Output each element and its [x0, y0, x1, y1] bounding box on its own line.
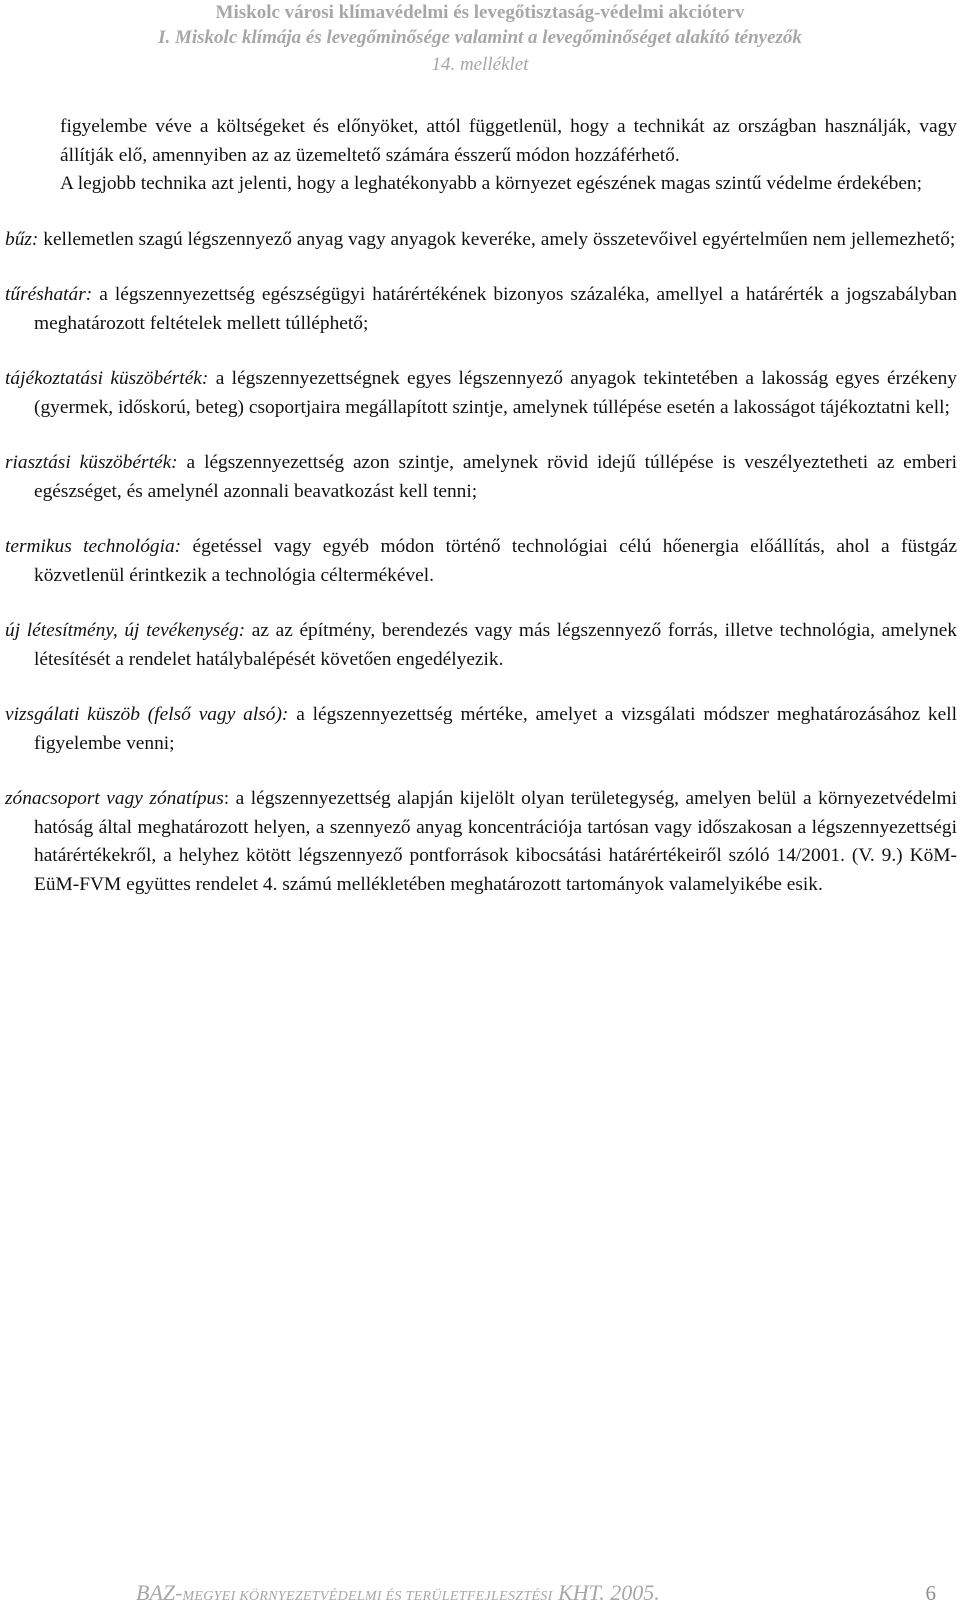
page-footer [136, 1582, 936, 1608]
definition-uj-letesitmeny [5, 617, 957, 674]
definition-riasztasi-kuszobertek [5, 449, 957, 506]
intro-paragraph-1: figyelembe véve a költségeket és előnyöket, attól függetlenül, hogy a technikát az országban használják, vagy állítják elő, amennyiben az az üzemeltető számára ésszerű módon hozzáférhető. [60, 116, 957, 166]
definition-buz [5, 226, 957, 255]
definition-termikus-technologia [5, 533, 957, 590]
definition-term: új létesítmény, új tevékenység: [5, 620, 246, 641]
header-annex: 14. melléklet [431, 54, 529, 75]
definition-text: : a légszennyezettség alapján kijelölt olyan területegység, amelyen belül a környezetvédelmi hatóság által meghatározott helyen, a szennyező anyag koncentrációja tartósan vagy időszakosan a légszennyezettségi határértékekről, a helyhez kötött légszennyező pontforrások kibocsátási határértékeiről szóló 14/2001. (V. 9.) KöM-EüM-FVM együttes rendelet 4. számú mellékletében meghatározott tartományok valamelyikébe esik. [34, 788, 957, 895]
definition-text: a légszennyezettség azon szintje, amelynek rövid idejű túllépése is veszélyeztetheti az emberi egészséget, és amelynél azonnali beavatkozást kell tenni; [34, 452, 957, 502]
definition-text: kellemetlen szagú légszennyező anyag vagy anyagok keveréke, amely összetevőivel egyértelműen nem jellemezhető; [38, 228, 956, 250]
document-body [5, 113, 957, 899]
intro-paragraph-2: A legjobb technika azt jelenti, hogy a leghatékonyabb a környezet egészének magas szintű védelme érdekében; [60, 173, 923, 194]
definition-vizsgalati-kuszob [5, 701, 957, 758]
definition-term: zónacsoport vagy zónatípus [5, 788, 224, 809]
definition-text: a légszennyezettség egészségügyi határértékének bizonyos százaléka, amellyel a határérték a jogszabályban meghatározott feltételek mellett túlléphető; [34, 284, 957, 334]
definition-term: vizsgálati küszöb (felső vagy alsó): [5, 704, 289, 725]
header-title: Miskolc városi klímavédelmi és levegőtisztaság-védelmi akcióterv [215, 2, 745, 23]
header-subtitle: I. Miskolc klímája és levegőminősége valamint a levegőminőséget alakító tényezők [158, 27, 802, 48]
definition-term: termikus technológia: [5, 536, 182, 557]
footer-organization: MEGYEI KÖRNYEZETVÉDELMI ÉS TERÜLETFEJLESZTÉSI [182, 1589, 553, 1604]
definition-term: tájékoztatási küszöbérték: [5, 368, 209, 389]
definition-term: tűréshatár: [5, 284, 93, 305]
definition-text: a légszennyezettség mértéke, amelyet a vizsgálati módszer meghatározásához kell figyelembe venni; [34, 704, 957, 754]
definition-term: bűz: [5, 228, 39, 250]
footer-baz: BAZ- [136, 1580, 183, 1605]
page-number: 6 [925, 1581, 936, 1605]
definition-tajekoztatasi-kuszobertek [5, 365, 957, 422]
definition-text: a légszennyezettségnek egyes légszennyező anyagok tekintetében a lakosság egyes érzékeny (gyermek, időskorú, beteg) csoportjaira megállapított szintje, amelynek túllépése esetén a lakosságot tájékoztatni kell; [34, 368, 957, 418]
footer-year: KHT. 2005. [552, 1580, 660, 1605]
definition-zonacsoport [5, 785, 957, 899]
definition-text: égetéssel vagy egyéb módon történő technológiai célú hőenergia előállítás, ahol a füstgáz közvetlenül érintkezik a technológia céltermékével. [34, 536, 957, 586]
definition-tureshatar [5, 281, 957, 338]
page-header [0, 0, 960, 79]
definition-text: az az építmény, berendezés vagy más légszennyező forrás, illetve technológia, amelynek létesítését a rendelet hatálybalépését követően engedélyezik. [34, 620, 957, 670]
definition-term: riasztási küszöbérték: [5, 452, 178, 473]
